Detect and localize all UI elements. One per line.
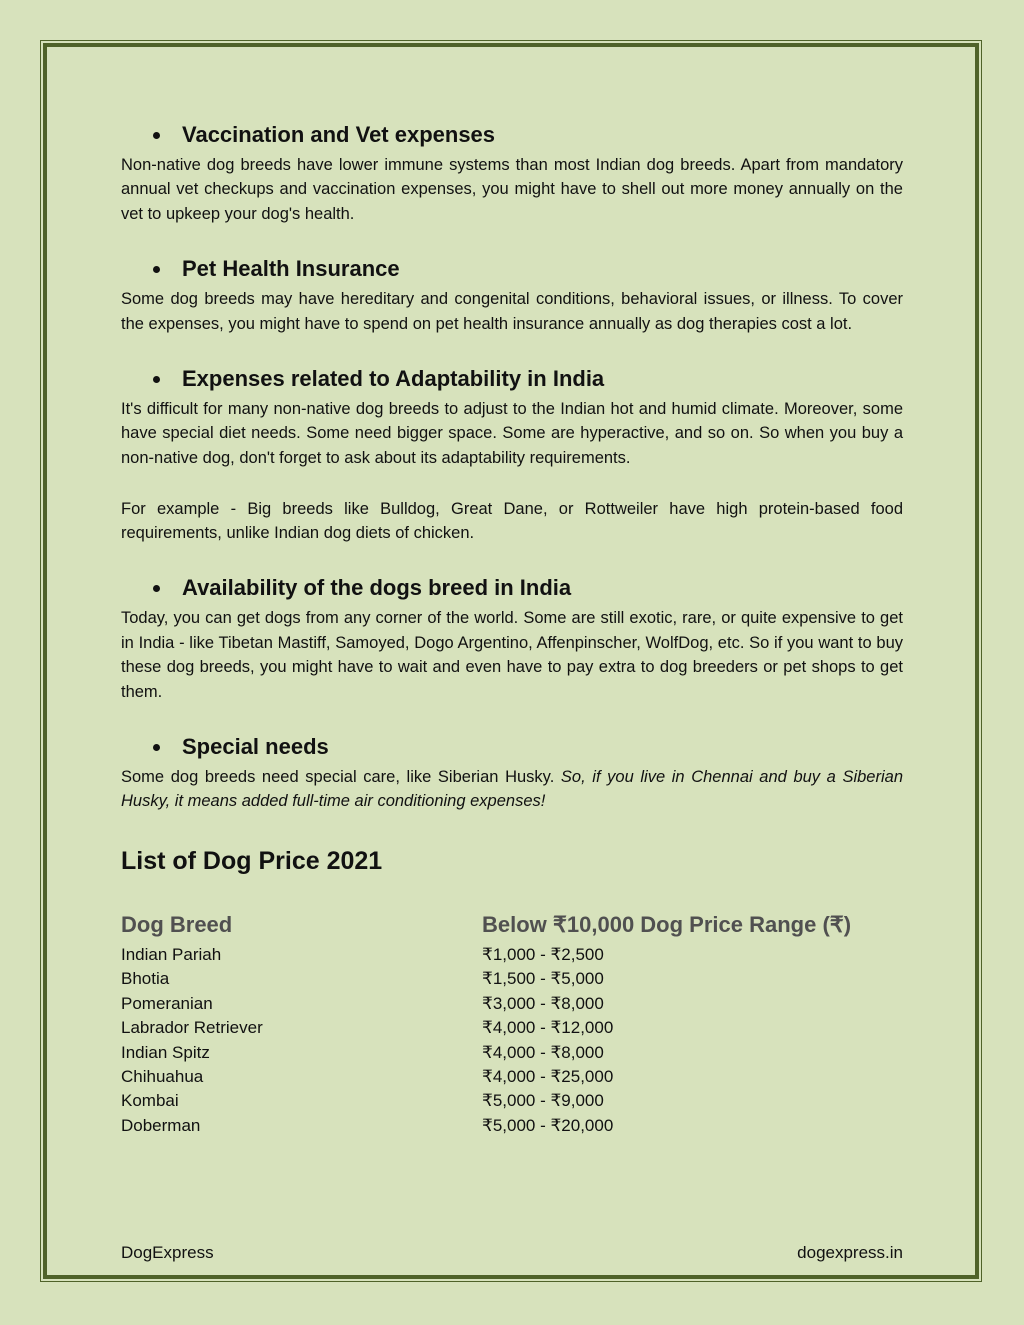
bullet-icon [153,266,160,273]
footer-brand: DogExpress [121,1243,214,1262]
heading-text: Vaccination and Vet expenses [182,122,496,147]
price-cell: ₹1,500 - ₹5,000 [482,969,604,989]
price-cell: ₹4,000 - ₹25,000 [482,1066,614,1086]
section-vaccination [121,119,903,226]
heading-text: Availability of the dogs breed in India [182,575,572,601]
paragraph-normal-text: Some dog breeds need special care, like Siberian Husky. [121,768,561,787]
paragraph-italic-text: So, if you live in Chennai and buy a Siberian Husky, it means added full-time air conditioning expenses! [121,768,903,811]
price-cell: ₹1,000 - ₹2,500 [482,944,604,964]
table-row [121,943,903,967]
paragraph: It's difficult for many non-native dog breeds to adjust to the Indian hot and humid climate. Moreover, some have special diet needs. Some need bigger space. Some are hyperactive, and so on. So when you buy a non-native dog, don't forget to ask about its adaptability requirements. [121,400,903,467]
footer-website: dogexpress.in [797,1243,903,1262]
bullet-icon [153,132,160,139]
breed-cell: Chihuahua [121,1066,204,1086]
heading-text: Pet Health Insurance [182,256,400,282]
price-cell: ₹3,000 - ₹8,000 [482,993,604,1013]
price-cell: ₹5,000 - ₹9,000 [482,1091,604,1111]
bullet-icon [153,585,160,592]
table-row [121,1114,903,1138]
paragraph: Non-native dog breeds have lower immune systems than most Indian dog breeds. Apart from mandatory annual vet checkups and vaccination expenses, you might have to shell out more money annually on the vet to upkeep your dog's health. [121,156,903,223]
section-heading [151,253,903,285]
section-heading [151,363,903,395]
table-row [121,1089,903,1113]
breed-cell: Pomeranian [121,993,213,1013]
breed-cell: Indian Pariah [121,944,222,964]
table-row [121,1065,903,1089]
price-cell: ₹4,000 - ₹8,000 [482,1042,604,1062]
section-heading [151,731,903,763]
paragraph [121,765,903,814]
breed-cell: Doberman [121,1115,201,1135]
table-header [121,909,903,941]
paragraph: Today, you can get dogs from any corner of the world. Some are still exotic, rare, or quite expensive to get in India - like Tibetan Mastiff, Samoyed, Dogo Argentino, Affenpinscher, WolfDog, etc. So if you want to buy these dog breeds, you might have to wait and even have to pay extra to dog breeders or pet shops to get them. [121,609,903,701]
table-row [121,1016,903,1040]
breed-cell: Kombai [121,1091,179,1111]
price-cell: ₹4,000 - ₹12,000 [482,1018,614,1038]
section-heading [151,119,903,151]
price-table [121,943,903,1138]
header-dog-breed: Dog Breed [121,911,233,937]
section-special-needs [121,731,903,814]
header-price-range: Below ₹10,000 Dog Price Range (₹) [482,911,852,937]
table-row [121,1041,903,1065]
price-cell: ₹5,000 - ₹20,000 [482,1115,614,1135]
heading-text: Special needs [182,734,329,760]
breed-cell: Labrador Retriever [121,1018,263,1038]
bullet-icon [153,744,160,751]
paragraph: For example - Big breeds like Bulldog, Great Dane, or Rottweiler have high protein-based food requirements, unlike Indian dog diets of chicken. [121,499,903,543]
bullet-icon [153,376,160,383]
section-pet-health-insurance [121,253,903,336]
table-row [121,992,903,1016]
list-title: List of Dog Price 2021 [121,846,383,875]
breed-cell: Bhotia [121,969,170,989]
section-availability [121,572,903,704]
heading-text: Expenses related to Adaptability in India [182,366,605,392]
page-content [121,119,903,1138]
paragraph: Some dog breeds may have hereditary and congenital conditions, behavioral issues, or illness. To cover the expenses, you might have to spend on pet health insurance annually as dog therapies cost a lot. [121,290,903,333]
section-adaptability [121,363,903,545]
breed-cell: Indian Spitz [121,1042,210,1062]
table-row [121,967,903,991]
section-heading [151,572,903,604]
